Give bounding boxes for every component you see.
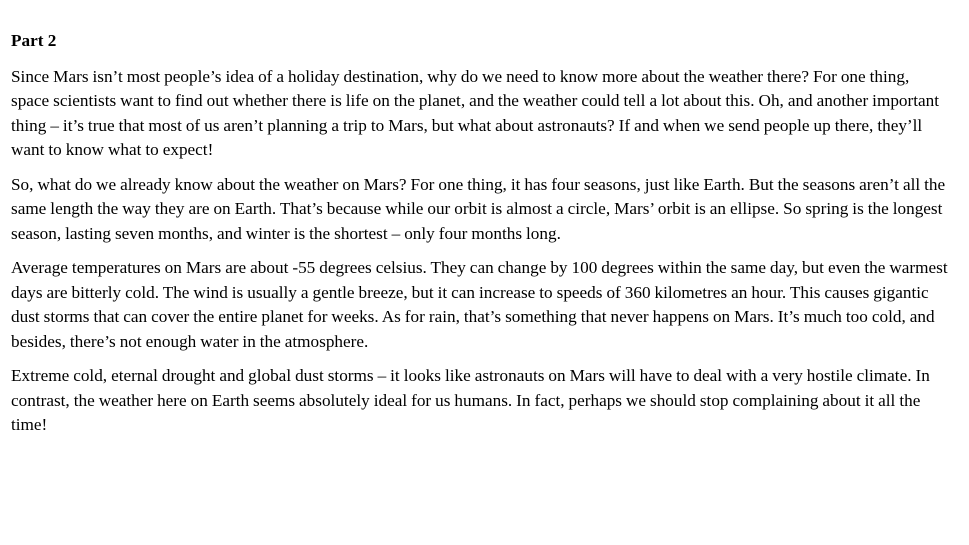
paragraph-4: Extreme cold, eternal drought and global dust storms – it looks like astronauts on Mars will have to deal with a very hostile climate. In contrast, the weather here on Earth seems absolutely ideal for us humans. In fact, perhaps we should stop complaining about it all the time! — [11, 366, 930, 434]
paragraph-1: Since Mars isn’t most people’s idea of a holiday destination, why do we need to know more about the weather there? For one thing, space scientists want to find out whether there is life on the planet, and the weather could tell a lot about this. Oh, and another important thing – it’s true that most of us aren’t planning a trip to Mars, but what about astronauts? If and when we send people up there, they’ll want to know what to expect! — [11, 66, 940, 159]
paragraph-3: Average temperatures on Mars are about -55 degrees celsius. They can change by 100 degrees within the same day, but even the warmest days are bitterly cold. The wind is usually a gentle breeze, but it can increase to speeds of 360 kilometres an hour. This causes gigantic dust storms that can cover the entire planet for weeks. As for rain, that’s something that never happens on Mars. It’s much too cold, and besides, there’s not enough water in the atmosphere. — [11, 258, 948, 351]
document-page — [11, 29, 951, 448]
paragraph-2: So, what do we already know about the weather on Mars? For one thing, it has four seasons, just like Earth. But the seasons aren’t all the same length the way they are on Earth. That’s because while our orbit is almost a circle, Mars’ orbit is an ellipse. So spring is the longest season, lasting seven months, and winter is the shortest – only four months long. — [11, 174, 946, 243]
section-title: Part 2 — [11, 31, 57, 50]
